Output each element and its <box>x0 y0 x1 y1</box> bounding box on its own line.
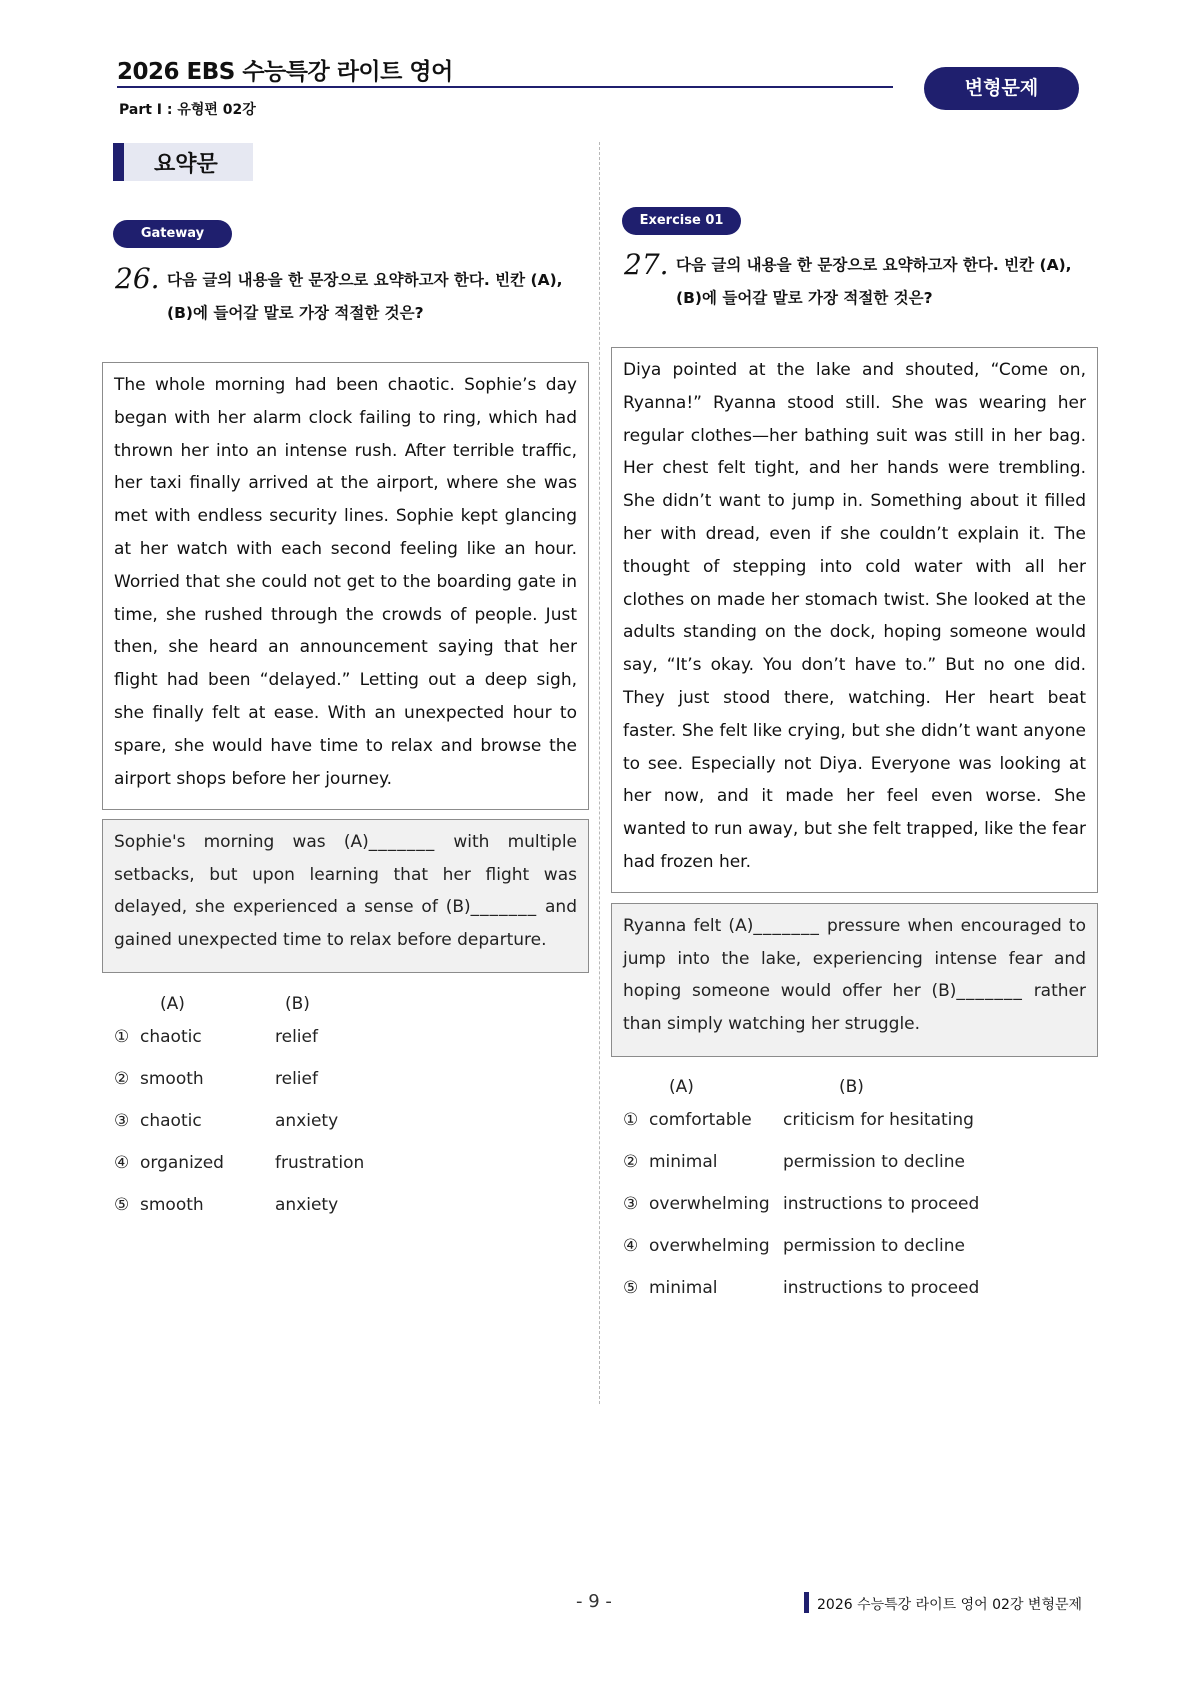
option-number: ⑤ <box>623 1278 639 1298</box>
option-a-text: chaotic <box>140 1111 202 1131</box>
option-4[interactable] <box>623 1236 965 1256</box>
option-a-text: smooth <box>140 1195 204 1215</box>
passage-text: Diya pointed at the lake and shouted, “Come on, Ryanna!” Ryanna stood still. She was wearing her regular clothes—her bathing suit was still in her bag. Her chest felt tight, and her hands were trembling. She didn’t want to jump in. Something about it filled her with dread, even if she couldn’t explain it. The thought of stepping into cold water with all her clothes on made her stomach twist. She looked at the adults standing on the dock, hoping someone would say, “It’s okay. You don’t have to.” But no one did. They just stood there, watching. Her heart beat faster. She felt like crying, but she didn’t want anyone to see. Especially not Diya. Everyone was looking at her now, and it made her feel even worse. She wanted to run away, but she felt trapped, like the fear had frozen her. <box>623 360 1086 872</box>
option-b-text: instructions to proceed <box>783 1194 980 1214</box>
option-4[interactable] <box>114 1153 364 1173</box>
option-number: ① <box>114 1027 130 1047</box>
options-header-a: (A) <box>669 1077 694 1097</box>
summary-text-part3: and gained unexpected time to relax before departure. <box>114 897 577 950</box>
variant-badge: 변형문제 <box>924 67 1079 110</box>
option-number: ④ <box>114 1153 130 1173</box>
blank-a: _______ <box>368 832 436 852</box>
gateway-tag: Gateway <box>113 220 232 248</box>
summary-box-27 <box>611 903 1098 1057</box>
option-3[interactable] <box>623 1194 979 1214</box>
option-a-text: organized <box>140 1153 224 1173</box>
summary-text-part2: pressure when encouraged to jump into the lake, experiencing intense fear and hoping someone would offer her (B) <box>623 916 1086 1001</box>
question-prompt-27 <box>676 249 1096 315</box>
option-5[interactable] <box>114 1195 338 1215</box>
question-number-26: 26. <box>115 262 160 295</box>
prompt-line-2: (B)에 들어갈 말로 가장 적절한 것은? <box>676 289 933 307</box>
page-number: - 9 - <box>576 1591 612 1612</box>
question-number-27: 27. <box>624 248 669 281</box>
passage-27 <box>611 347 1098 893</box>
footer-text: 2026 수능특강 라이트 영어 02강 변형문제 <box>817 1597 1083 1613</box>
prompt-line-2: (B)에 들어갈 말로 가장 적절한 것은? <box>167 304 424 322</box>
options-header-b: (B) <box>285 994 310 1014</box>
part-label: Part Ⅰ : 유형편 02강 <box>119 102 256 118</box>
option-number: ④ <box>623 1236 639 1256</box>
option-2[interactable] <box>114 1069 318 1089</box>
option-3[interactable] <box>114 1111 338 1131</box>
option-1[interactable] <box>114 1027 318 1047</box>
option-1[interactable] <box>623 1110 974 1130</box>
option-number: ⑤ <box>114 1195 130 1215</box>
summary-text-part1: Ryanna felt (A) <box>623 916 754 936</box>
option-b-text: permission to decline <box>783 1152 965 1172</box>
option-2[interactable] <box>623 1152 965 1172</box>
option-a-text: chaotic <box>140 1027 202 1047</box>
section-title: 요약문 <box>154 152 218 177</box>
passage-text: The whole morning had been chaotic. Sophie’s day began with her alarm clock failing to ring, which had thrown her into an intense rush. After terrible traffic, her taxi finally arrived at the airport, where she was met with endless security lines. Sophie kept glancing at her watch with each second feeling like an hour. Worried that she could not get to the boarding gate in time, she rushed through the crowds of people. Just then, she heard an announcement saying that her flight had been “delayed.” Letting out a deep sigh, she finally felt at ease. With an unexpected hour to spare, she would have time to relax and browse the airport shops before her journey. <box>114 375 577 789</box>
option-number: ① <box>623 1110 639 1130</box>
options-header-b: (B) <box>839 1077 864 1097</box>
option-a-text: comfortable <box>649 1110 752 1130</box>
section-tag-bar <box>113 143 124 181</box>
option-b-text: instructions to proceed <box>783 1278 980 1298</box>
exercise-tag: Exercise 01 <box>622 207 741 235</box>
option-number: ② <box>623 1152 639 1172</box>
option-a-text: overwhelming <box>649 1194 770 1214</box>
option-number: ② <box>114 1069 130 1089</box>
header-rule <box>117 86 893 88</box>
option-b-text: anxiety <box>275 1195 339 1215</box>
blank-b: _______ <box>956 981 1023 1001</box>
option-a-text: smooth <box>140 1069 204 1089</box>
summary-text-part2: with multiple setbacks, but upon learning that her flight was delayed, she experienced a sense of (B) <box>114 832 578 917</box>
option-a-text: overwhelming <box>649 1236 770 1256</box>
document-title: 2026 EBS 수능특강 라이트 영어 <box>117 59 453 85</box>
summary-box-26 <box>102 819 589 973</box>
summary-text-part1: Sophie's morning was (A) <box>114 832 369 852</box>
summary-text-part3: rather than simply watching her struggle. <box>623 981 1086 1034</box>
option-number: ③ <box>114 1111 130 1131</box>
option-b-text: permission to decline <box>783 1236 965 1256</box>
option-b-text: anxiety <box>275 1111 339 1131</box>
option-a-text: minimal <box>649 1152 718 1172</box>
footer-bar <box>804 1592 809 1613</box>
column-divider <box>599 142 600 1404</box>
option-b-text: frustration <box>275 1153 365 1173</box>
option-b-text: relief <box>275 1069 318 1089</box>
option-5[interactable] <box>623 1278 979 1298</box>
blank-b: _______ <box>470 897 538 917</box>
question-prompt-26 <box>167 264 587 330</box>
blank-a: _______ <box>753 916 820 936</box>
passage-26 <box>102 362 589 810</box>
option-a-text: minimal <box>649 1278 718 1298</box>
options-header-a: (A) <box>160 994 185 1014</box>
option-b-text: relief <box>275 1027 318 1047</box>
option-number: ③ <box>623 1194 639 1214</box>
prompt-line-1: 다음 글의 내용을 한 문장으로 요약하고자 한다. 빈칸 (A), <box>167 271 563 289</box>
prompt-line-1: 다음 글의 내용을 한 문장으로 요약하고자 한다. 빈칸 (A), <box>676 256 1072 274</box>
option-b-text: criticism for hesitating <box>783 1110 974 1130</box>
